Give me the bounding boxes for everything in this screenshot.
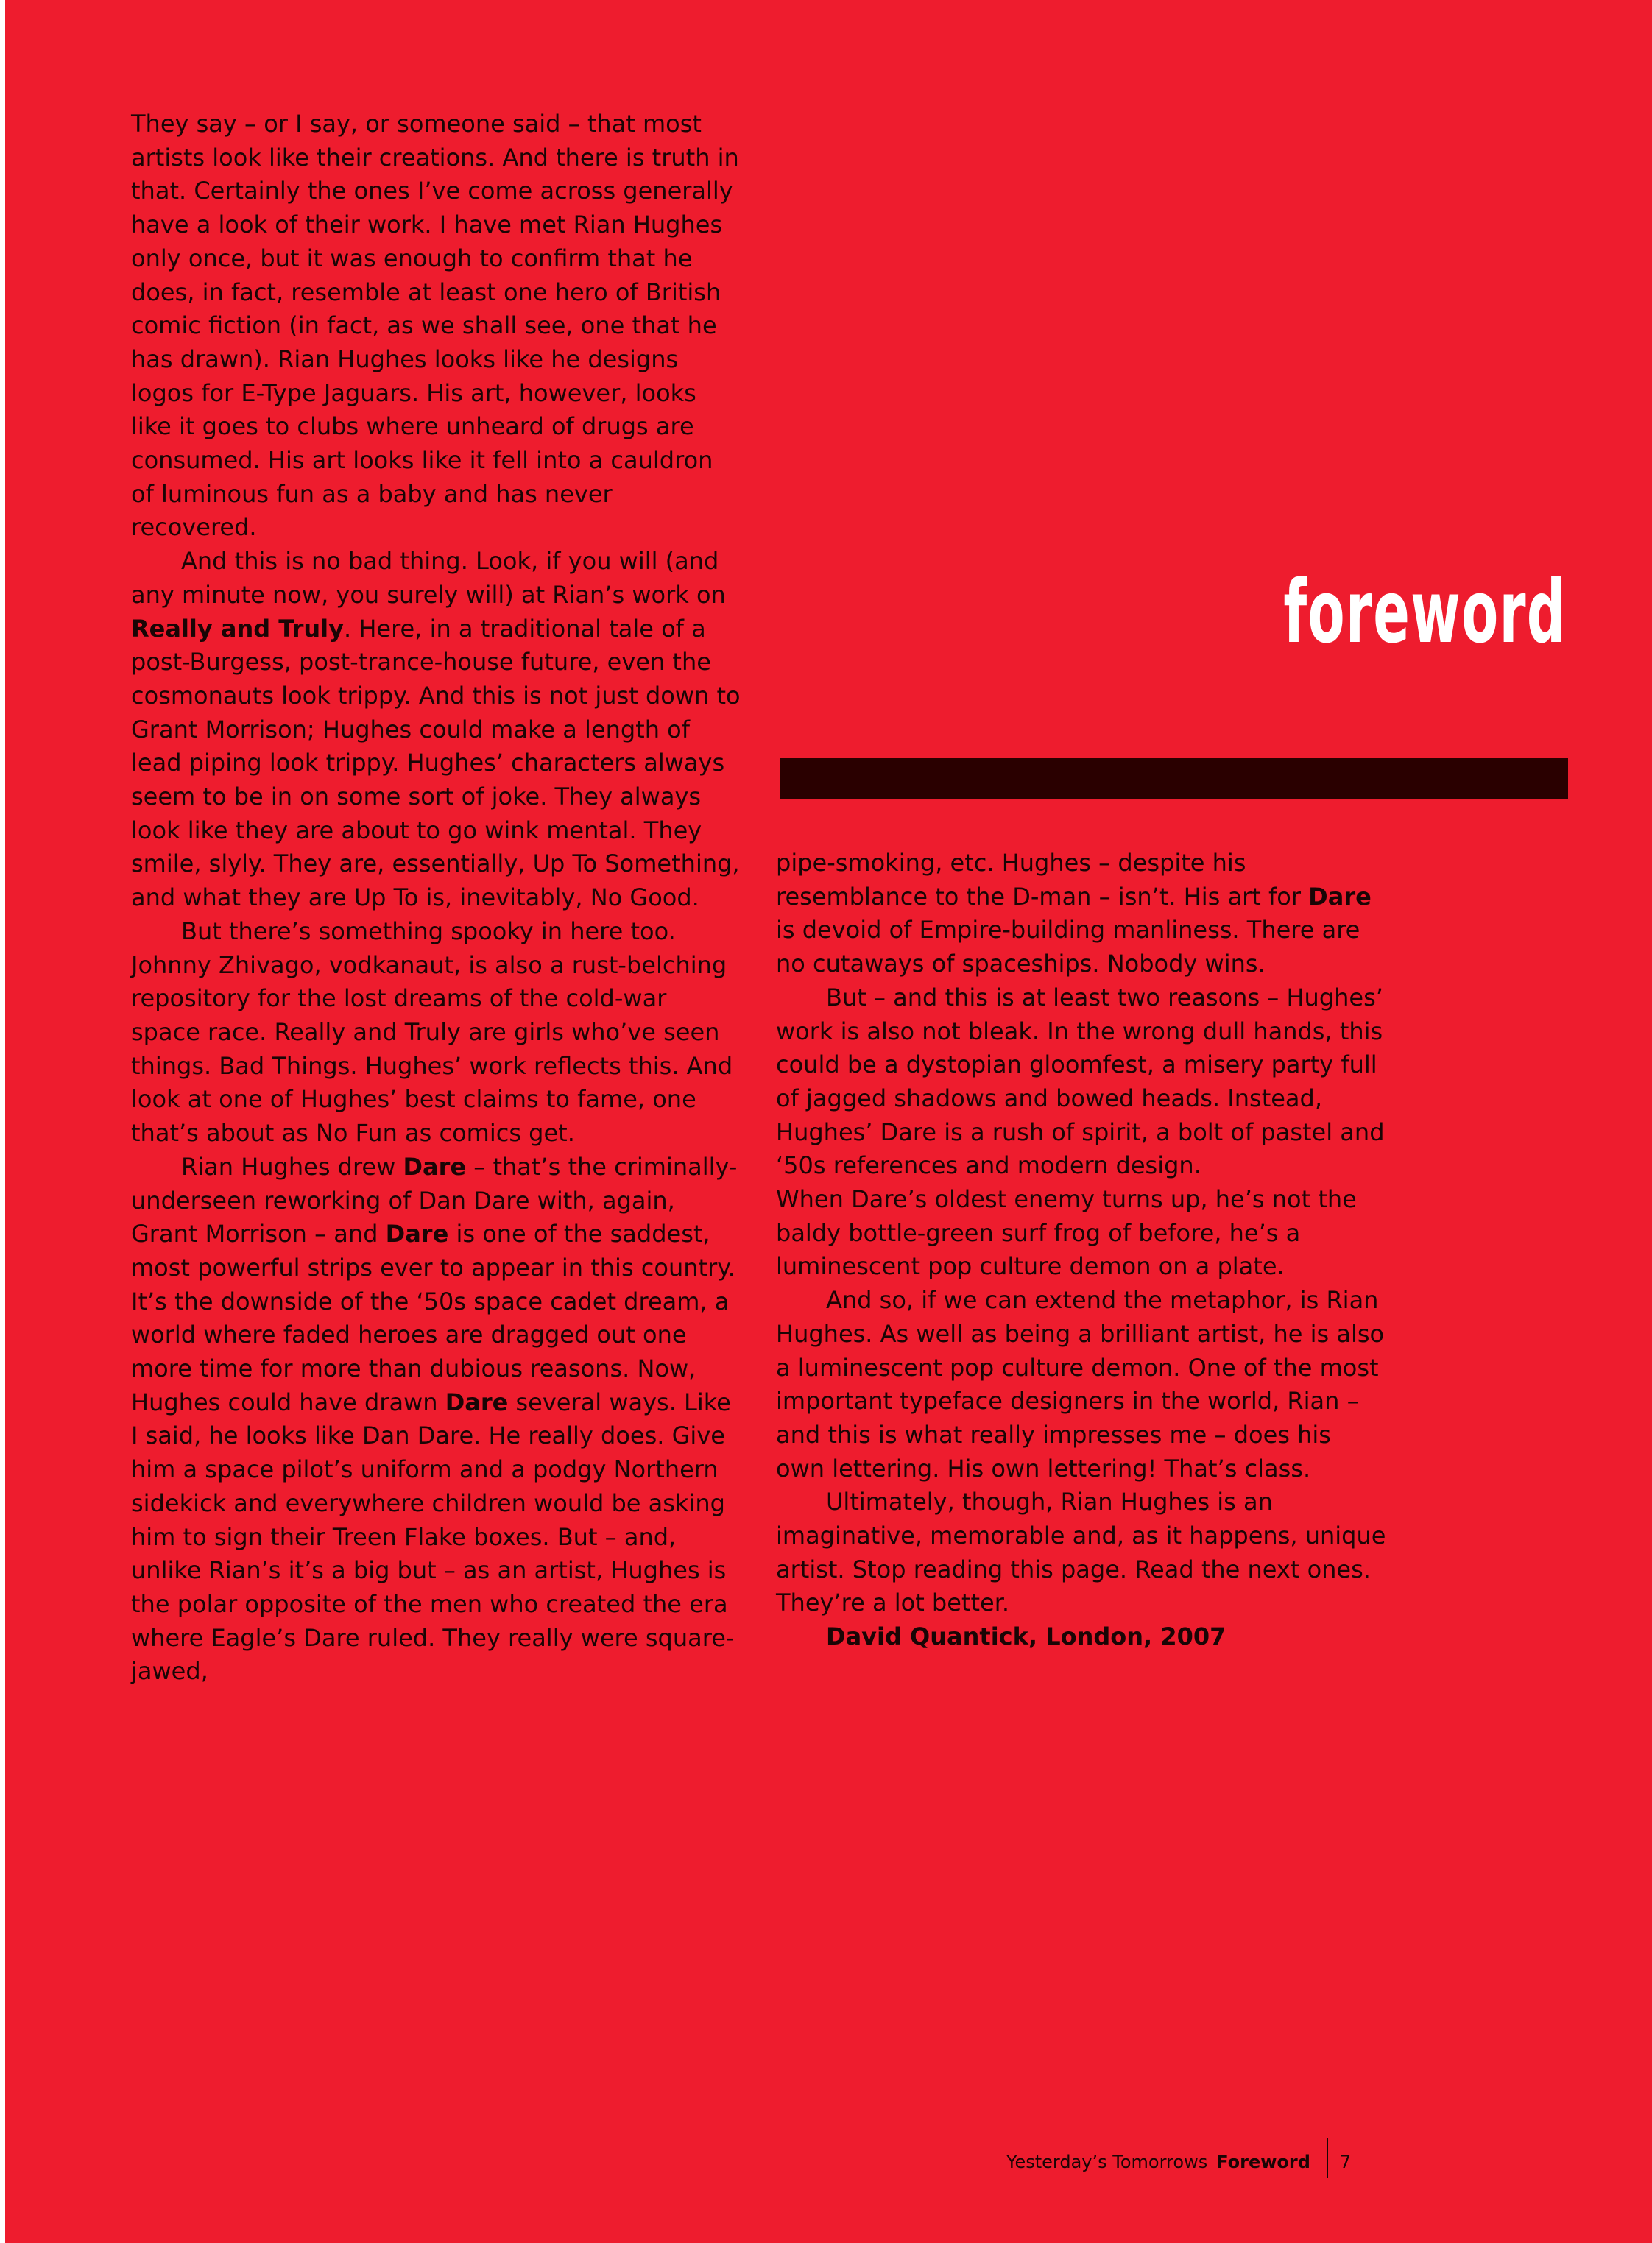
footer-divider xyxy=(1327,2138,1328,2178)
page-number: 7 xyxy=(1339,2152,1352,2172)
paragraph xyxy=(776,1284,1387,1486)
bold-title: Dare xyxy=(445,1388,509,1416)
paragraph-text: is one of the saddest, most powerful strips ever to appear in this country. It’s the downside of the ‘50s space cadet dream, a world where faded heroes are dragged out one more time for more than dubious reasons. Now, Hughes could have drawn xyxy=(131,1220,735,1416)
footer-book-title: Yesterday’s Tomorrows xyxy=(1006,2152,1208,2172)
page-title: foreword xyxy=(1282,561,1566,663)
paragraph-text: is devoid of Empire-building manliness. There are no cutaways of spaceships. Nobody wins. xyxy=(776,916,1360,978)
paragraph xyxy=(776,1183,1387,1284)
paragraph xyxy=(776,1486,1387,1620)
paragraph-text: Ultimately, though, Rian Hughes is an imaginative, memorable and, as it happens, unique artist. Stop reading this page. Read the next ones. They’re a lot better. xyxy=(776,1488,1386,1617)
paragraph xyxy=(131,107,742,545)
paragraph-text: – that’s the criminally-underseen reworking of Dan Dare with, again, Grant Morrison – and xyxy=(131,1152,738,1248)
paragraph-text: They say – or I say, or someone said – that most artists look like their creations. And there is truth in that. Certainly the ones I’ve come across generally have a look of their work. I have met Rian Hughes only once, but it was enough to confirm that he does, in fact, resemble at least one hero of British comic fiction (in fact, as we shall see, one that he has drawn). Rian Hughes looks like he designs logos for E-Type Jaguars. His art, however, looks like it goes to clubs where unheard of drugs are consumed. His art looks like it fell into a cauldron of luminous fun as a baby and has never recovered. xyxy=(131,110,739,542)
left-text-column xyxy=(131,107,742,1689)
paragraph xyxy=(131,1151,742,1689)
paragraph-text: Rian Hughes drew xyxy=(181,1152,403,1181)
paragraph xyxy=(776,847,1387,981)
paragraph-text: pipe-smoking, etc. Hughes – despite his resemblance to the D-man – isn’t. His art for xyxy=(776,849,1309,911)
paragraph-text: And so, if we can extend the metaphor, is Rian Hughes. As well as being a brilliant artist, he is also a luminescent pop culture demon. One of the most important typeface designers in the world, Rian – and this is what really impresses me – does his own lettering. His own lettering! That’s class. xyxy=(776,1286,1385,1483)
paragraph-text: But – and this is at least two reasons – Hughes’ work is also not bleak. In the wrong dull hands, this could be a dystopian gloomfest, a misery party full of jagged shadows and bowed heads. Instead, Hughes’ Dare is a rush of spirit, a bolt of pastel and ‘50s references and modern design. xyxy=(776,983,1385,1180)
right-text-column xyxy=(776,847,1387,1654)
footer-section: Foreword xyxy=(1216,2152,1310,2172)
page-footer xyxy=(1006,2138,1351,2178)
bold-title: Dare xyxy=(1308,882,1372,911)
bold-title: Dare xyxy=(385,1220,449,1248)
paragraph xyxy=(776,981,1387,1183)
signature xyxy=(776,1620,1387,1654)
paragraph-text: And this is no bad thing. Look, if you will (and any minute now, you surely will) at Rian’s work on xyxy=(131,547,726,609)
paragraph-text: When Dare’s oldest enemy turns up, he’s not the baldy bottle-green surf frog of before, he’s a luminescent pop culture demon on a plate. xyxy=(776,1185,1357,1281)
page xyxy=(5,0,1652,2243)
paragraph-text: . Here, in a traditional tale of a post-Burgess, post-trance-house future, even the cosmonauts look trippy. And this is not just down to Grant Morrison; Hughes could make a length of lead piping look trippy. Hughes’ characters always seem to be in on some sort of joke. They always look like they are about to go wink mental. They smile, slyly. They are, essentially, Up To Something, and what they are Up To is, inevitably, No Good. xyxy=(131,614,741,912)
title-underline-bar xyxy=(780,758,1568,799)
paragraph xyxy=(131,545,742,915)
paragraph-text: several ways. Like I said, he looks like Dan Dare. He really does. Give him a space pilot’s uniform and a podgy Northern sidekick and everywhere children would be asking him to sign their Treen Flake boxes. But – and, unlike Rian’s it’s a big but – as an artist, Hughes is the polar opposite of the men who created the era where Eagle’s Dare ruled. They really were square-jawed, xyxy=(131,1388,735,1686)
paragraph xyxy=(131,915,742,1151)
bold-title: Really and Truly xyxy=(131,614,344,643)
bold-title: Dare xyxy=(403,1152,467,1181)
signature-text: David Quantick, London, 2007 xyxy=(826,1622,1226,1651)
paragraph-text: But there’s something spooky in here too. Johnny Zhivago, vodkanaut, is also a rust-belching repository for the lost dreams of the cold-war space race. Really and Truly are girls who’ve seen things. Bad Things. Hughes’ work reflects this. And look at one of Hughes’ best claims to fame, one that’s about as No Fun as comics get. xyxy=(131,916,733,1148)
